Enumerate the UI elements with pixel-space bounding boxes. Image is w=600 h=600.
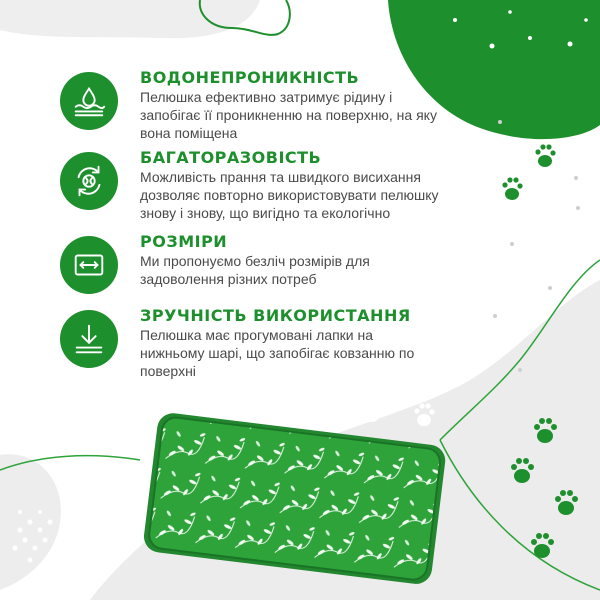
feature-title: ЗРУЧНІСТЬ ВИКОРИСТАННЯ	[140, 306, 411, 325]
feature-description: Ми пропонуємо безліч розмірів для задоволення різних потреб	[140, 253, 370, 287]
feature-reusable	[60, 148, 480, 222]
feature-title: РОЗМІРИ	[140, 232, 228, 251]
paw-print-icon	[535, 144, 555, 167]
feature-title: БАГАТОРАЗОВІСТЬ	[140, 148, 322, 167]
feature-waterproof	[60, 68, 480, 142]
feature-title: ВОДОНЕПРОНИКНІСТЬ	[140, 68, 360, 87]
feature-description: Пелюшка ефективно затримує рідину і запобігає її проникненню на поверхню, на яку вона поміщена	[140, 89, 437, 141]
size-arrows-icon	[60, 236, 118, 294]
download-arrow-icon	[60, 310, 118, 368]
feature-sizes	[60, 232, 480, 306]
recycle-icon	[60, 152, 118, 210]
gray-blob-top-left	[0, 0, 260, 38]
paw-print-icon	[502, 177, 522, 200]
feature-description: Пелюшка має прогумовані лапки на нижньому шарі, що запобігає ковзанню по поверхні	[140, 327, 415, 379]
water-drop-icon	[60, 72, 118, 130]
feature-description: Можливість прання та швидкого висихання дозволяє повторно використовувати пелюшку знову і знову, що вигідно та екологічно	[140, 169, 439, 221]
feature-convenience	[60, 306, 480, 380]
